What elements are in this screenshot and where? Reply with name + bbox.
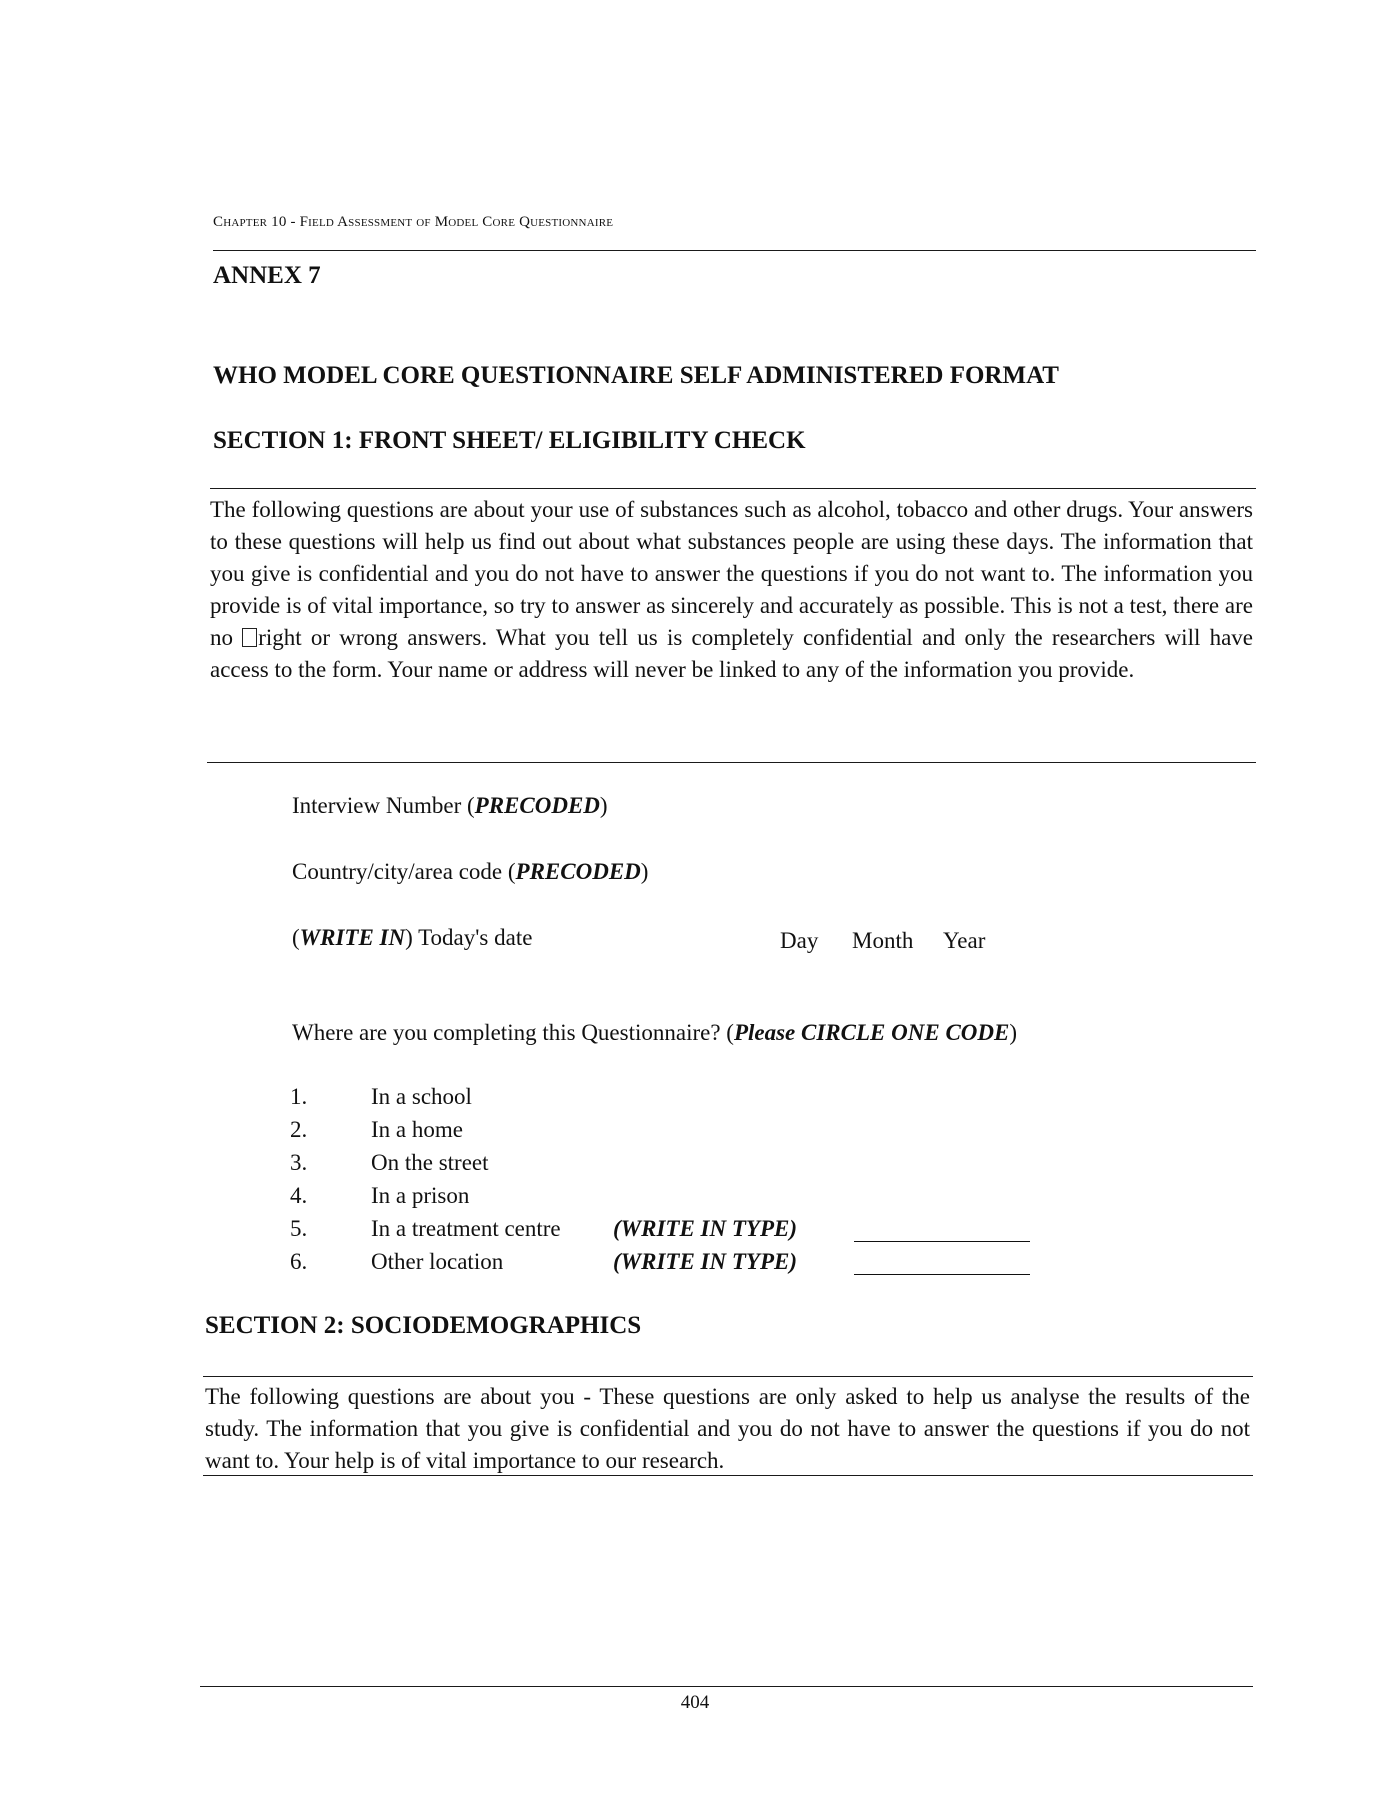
- write-in-blank-line[interactable]: [854, 1241, 1030, 1242]
- option-item[interactable]: [290, 1150, 1050, 1182]
- running-head-title: Field Assessment of Model Core Questionnaire: [299, 214, 614, 230]
- date-day-label: Day: [780, 928, 819, 953]
- date-month-label: Month: [852, 928, 914, 953]
- option-number: 6.: [290, 1249, 308, 1274]
- date-year-label: Year: [943, 928, 986, 953]
- annex-heading: ANNEX 7: [213, 262, 321, 289]
- section1-intro-part2: right or wrong answers. What you tell us is completely confidential and only the researchers will have access to the form. Your name or address will never be linked to any of the information you provide.: [210, 625, 1253, 682]
- interview-number-label: Interview Number (: [292, 793, 475, 818]
- option-item[interactable]: [290, 1117, 1050, 1149]
- interview-number-precoded: PRECODED: [474, 793, 600, 818]
- write-in-blank-line[interactable]: [854, 1274, 1030, 1275]
- write-in-type-instruction: (WRITE IN TYPE): [613, 1216, 797, 1241]
- option-label: On the street: [371, 1150, 489, 1175]
- section1-top-rule: [210, 488, 1256, 489]
- section1-intro: [210, 494, 1253, 686]
- option-label: In a treatment centre: [371, 1216, 561, 1241]
- missing-quote-glyph-icon: [242, 628, 257, 647]
- option-number: 5.: [290, 1216, 308, 1241]
- instruction-circle-one-code: CIRCLE ONE CODE: [795, 1020, 1010, 1045]
- todays-date-label: ) Today's date: [405, 925, 533, 950]
- section1-heading: SECTION 1: FRONT SHEET/ ELIGIBILITY CHECK: [213, 427, 806, 454]
- country-code-label: Country/city/area code (: [292, 859, 516, 884]
- option-label: Other location: [371, 1249, 504, 1274]
- country-code-field: [292, 859, 648, 885]
- page-number: 404: [680, 1692, 710, 1713]
- paren-open: (: [292, 925, 300, 950]
- option-number: 3.: [290, 1150, 308, 1175]
- option-item[interactable]: [290, 1183, 1050, 1215]
- option-number: 1.: [290, 1084, 308, 1109]
- paren-close: ): [640, 859, 649, 884]
- country-code-precoded: PRECODED: [515, 859, 641, 884]
- section2-bottom-rule: [203, 1475, 1253, 1476]
- option-label: In a school: [371, 1084, 472, 1109]
- page-title: WHO MODEL CORE QUESTIONNAIRE SELF ADMINISTERED FORMAT: [213, 362, 1059, 389]
- section2-intro-text: The following questions are about you - These questions are only asked to help us analyse the results of the study. The information that you give is confidential and you do not have to answer the questions if you do not want to. Your help is of vital importance to our research.: [205, 1384, 1250, 1473]
- footer-rule: [200, 1686, 1253, 1687]
- section2-intro: [205, 1381, 1250, 1477]
- header-rule: [213, 250, 1256, 251]
- option-number: 4.: [290, 1183, 308, 1208]
- date-write-in-instruction: WRITE IN: [299, 925, 406, 950]
- running-head: [213, 214, 613, 231]
- instruction-please: Please: [733, 1020, 796, 1045]
- location-question-text: Where are you completing this Questionnaire? (: [292, 1020, 734, 1045]
- write-in-type-instruction: (WRITE IN TYPE): [613, 1249, 797, 1274]
- option-item[interactable]: [290, 1216, 1050, 1248]
- interview-number-field: [292, 793, 608, 819]
- option-label: In a prison: [371, 1183, 470, 1208]
- section1-bottom-rule: [207, 762, 1256, 763]
- location-question: [292, 1020, 1017, 1046]
- option-item[interactable]: [290, 1084, 1050, 1116]
- running-head-chapter: Chapter 10 -: [213, 214, 300, 230]
- section2-top-rule: [203, 1376, 1253, 1377]
- section1-intro-part1: The following questions are about your use of substances such as alcohol, tobacco and other drugs. Your answers to these questions will help us find out about what substances people are using these days. The information that you give is confidential and you do not have to answer the questions if you do not want to. The information you provide is of vital importance, so try to answer as sincerely and accurately as possible. This is not a test, there are no: [210, 497, 1253, 650]
- todays-date-field: [292, 925, 532, 951]
- paren-close: ): [599, 793, 608, 818]
- section2-heading: SECTION 2: SOCIODEMOGRAPHICS: [205, 1312, 642, 1339]
- option-number: 2.: [290, 1117, 308, 1142]
- option-item[interactable]: [290, 1249, 1050, 1281]
- option-label: In a home: [371, 1117, 463, 1142]
- paren-close: ): [1009, 1020, 1018, 1045]
